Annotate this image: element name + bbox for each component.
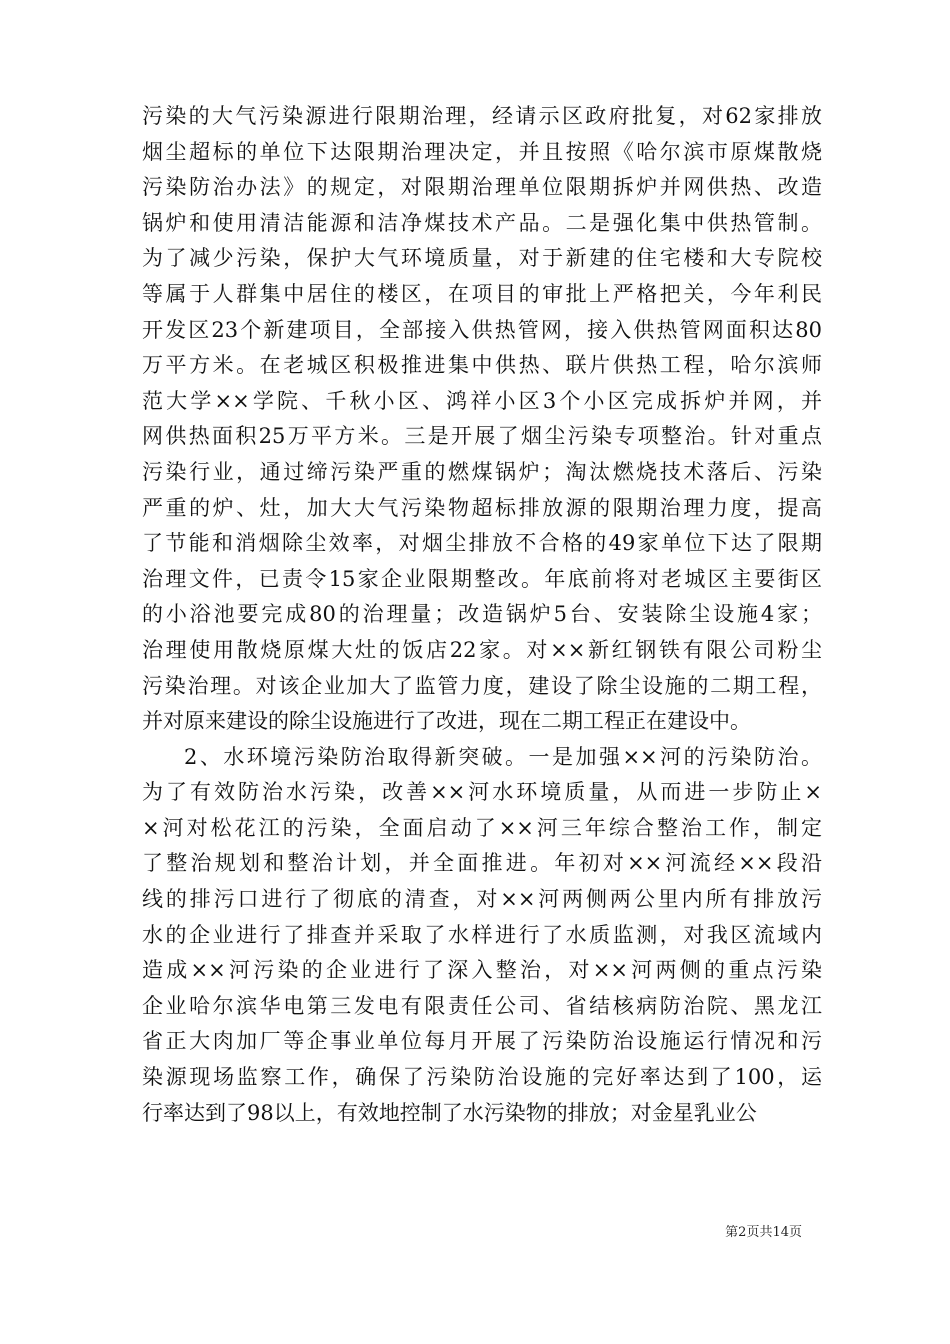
text-line: 线的排污口进行了彻底的清查，对××河两侧两公里内所有排放污 [142, 887, 822, 912]
text-line: 企业哈尔滨华电第三发电有限责任公司、省结核病防治院、黑龙江 [142, 993, 822, 1018]
text-line: 了整治规划和整治计划，并全面推进。年初对××河流经××段沿 [142, 851, 822, 876]
text-line: 为了有效防治水污染，改善××河水环境质量，从而进一步防止× [142, 780, 822, 805]
text-line: 范大学××学院、千秋小区、鸿祥小区3个小区完成拆炉并网，并 [142, 388, 822, 413]
text-line: 污染的大气污染源进行限期治理，经请示区政府批复，对62家排放 [142, 104, 822, 128]
text-line: 污染行业，通过缔污染严重的燃煤锅炉；淘汰燃烧技术落后、污染 [142, 459, 822, 484]
page-number: 第2页共14页 [725, 1225, 802, 1240]
text-line: 为了减少污染，保护大气环境质量，对于新建的住宅楼和大专院校 [142, 246, 822, 271]
paragraph [142, 740, 822, 1132]
text-line: 锅炉和使用清洁能源和洁净煤技术产品。二是强化集中供热管制。 [142, 210, 822, 235]
text-line: 等属于人群集中居住的楼区，在项目的审批上严格把关，今年利民 [142, 281, 822, 306]
text-line: 网供热面积25万平方米。三是开展了烟尘污染专项整治。针对重点 [142, 424, 822, 449]
text-line: 污染治理。对该企业加大了监管力度，建设了除尘设施的二期工程， [142, 673, 822, 698]
paragraph [142, 99, 822, 740]
text-line: 并对原来建设的除尘设施进行了改进，现在二期工程正在建设中。 [142, 709, 751, 734]
text-line: 治理文件，已责令15家企业限期整改。年底前将对老城区主要街区 [142, 566, 822, 591]
text-line: 造成××河污染的企业进行了深入整治，对××河两侧的重点污染 [142, 958, 822, 983]
text-line: 开发区23个新建项目，全部接入供热管网，接入供热管网面积达80 [142, 317, 822, 342]
text-line: 水的企业进行了排查并采取了水样进行了水质监测，对我区流域内 [142, 922, 822, 947]
text-line: 行率达到了98以上，有效地控制了水污染物的排放；对金星乳业公 [142, 1100, 757, 1125]
text-line: ×河对松花江的污染，全面启动了××河三年综合整治工作，制定 [142, 815, 822, 840]
text-line: 污染防治办法》的规定，对限期治理单位限期拆炉并网供热、改造 [142, 175, 822, 200]
text-line: 染源现场监察工作，确保了污染防治设施的完好率达到了100，运 [142, 1065, 822, 1090]
text-line: 治理使用散烧原煤大灶的饭店22家。对××新红钢铁有限公司粉尘 [142, 637, 822, 662]
text-line: 的小浴池要完成80的治理量；改造锅炉5台、安装除尘设施4家； [142, 602, 822, 627]
document-body [142, 99, 822, 1131]
text-line: 了节能和消烟除尘效率，对烟尘排放不合格的49家单位下达了限期 [142, 531, 822, 556]
text-line: 烟尘超标的单位下达限期治理决定，并且按照《哈尔滨市原煤散烧 [142, 139, 822, 164]
text-line: 省正大肉加厂等企事业单位每月开展了污染防治设施运行情况和污 [142, 1029, 822, 1054]
text-line: 严重的炉、灶，加大大气污染物超标排放源的限期治理力度，提高 [142, 495, 822, 520]
text-line: 2、水环境污染防治取得新突破。一是加强××河的污染防治。 [184, 744, 822, 769]
text-line: 万平方米。在老城区积极推进集中供热、联片供热工程，哈尔滨师 [142, 353, 822, 378]
